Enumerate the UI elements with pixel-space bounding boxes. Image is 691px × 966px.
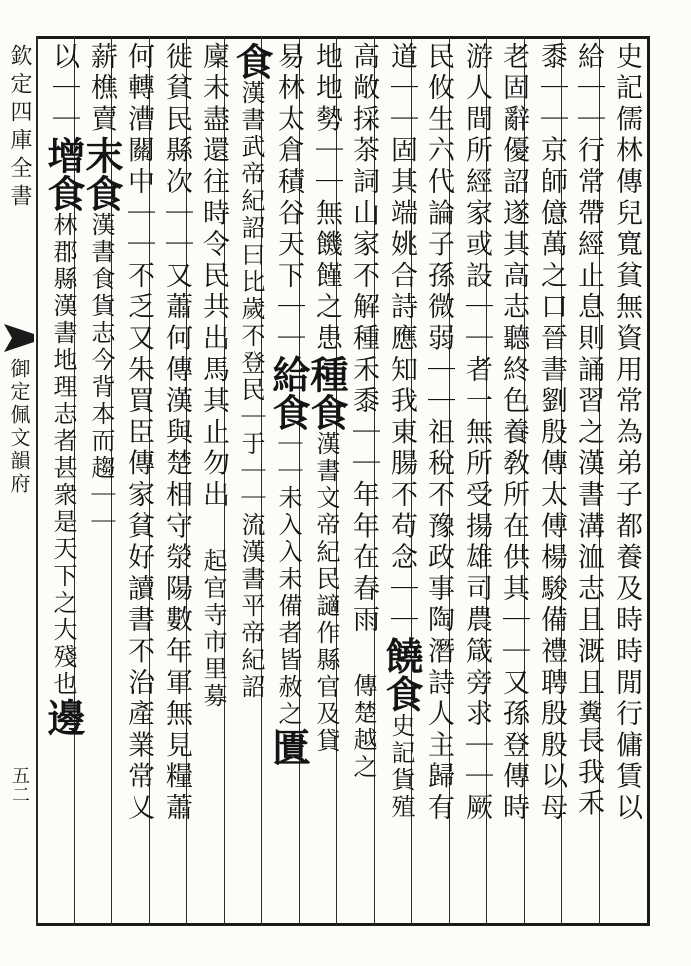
column-text: ｜｜未入入未備者皆赦之 (274, 431, 302, 728)
text-column (79, 42, 124, 922)
text-column (420, 42, 456, 922)
column-text: 匱 (266, 728, 311, 766)
column-text: 游人間所經家或設｜｜者一無所受揚雄司農箴旁求｜｜厥 (461, 42, 492, 825)
column-text: ｜｜行常帶經止息則誦習之 (573, 73, 604, 449)
column-text: 老固辭優詔遂其高志聽終色養敎所在供其｜｜又孫登傳時 (498, 42, 529, 825)
column-text: 漢書武帝紀詔曰比歲不登民｜于｜｜流 (237, 80, 265, 539)
column-text: 民攸生六代論子孫微弱｜｜祖稅不豫政事陶潛詩人主歸有 (423, 42, 454, 825)
text-column (379, 42, 424, 922)
column-text: 漢書溝洫志且溉且 (573, 448, 604, 700)
text-column (458, 42, 494, 922)
column-text: 黍｜｜京師億萬之口晉書劉殷傳太傅楊駿備禮聘殷殷以母 (536, 42, 567, 825)
text-column (304, 42, 349, 922)
column-text: 史記貨殖 (387, 712, 415, 821)
volume-title: 御定佩文韻府 (7, 358, 31, 496)
column-text: 漢書食貨志今背本而趨｜｜ (87, 211, 115, 536)
column-text: 給 (573, 42, 604, 74)
text-column (570, 42, 606, 922)
text-column (495, 42, 531, 922)
text-column (608, 42, 644, 922)
headword: 食 (229, 42, 274, 80)
column-text: 糞 (574, 699, 602, 727)
text-column (533, 42, 569, 922)
column-text: 林郡縣 (49, 211, 77, 293)
column-text: 長我禾 (573, 726, 604, 821)
column-text: 起官寺市里募 (199, 547, 227, 710)
text-column (345, 42, 381, 922)
column-text: 史記儒林傳兒寬貧無資用常為弟子都養及時時閒行傭賃以 (611, 42, 642, 825)
column-text: 漢書平帝紀詔 (237, 539, 265, 701)
headword: 末食 (79, 135, 124, 212)
column-text: 漢書文帝紀民讁作縣官及貸 (312, 431, 340, 755)
column-text: 地地勢｜｜無饑饉之患 (311, 42, 342, 355)
column-text: 邊 (41, 697, 86, 736)
column-text: 者甚衆是天下之大殘也 (49, 427, 77, 698)
column-text: 易林太倉積谷天下｜｜ (273, 42, 304, 355)
column-text: 傳楚越之 (349, 672, 377, 781)
headword: 給食 (266, 355, 311, 431)
book-title: 欽定四庫全書 (7, 44, 32, 212)
text-column (120, 42, 156, 922)
page-number: 五二 (9, 766, 30, 804)
text-column (229, 42, 274, 922)
page-gutter (0, 36, 36, 926)
text-column (195, 42, 231, 922)
text-column (158, 42, 194, 922)
column-text: 薪樵賣 (86, 42, 117, 136)
column-text: 道｜｜固其端姚合詩應知我東腸不苟念｜｜ (386, 42, 417, 637)
column-rule (36, 36, 38, 926)
text-column (266, 42, 311, 922)
fishtail-mark-icon (4, 324, 34, 352)
column-text: 高敞採茶詞山家不解種禾黍｜｜年年在春雨 (348, 42, 379, 637)
column-text: 徙貧民縣次｜｜又蕭何傳漢與楚相守滎陽數年軍無見糧蕭 (161, 42, 192, 825)
column-text: 何轉漕關中｜｜不乏又朱買臣傳家貧好讀書不治產業常乂 (123, 42, 154, 825)
column-text: 以｜｜ (48, 42, 79, 136)
headword: 增食 (41, 135, 86, 212)
headword: 饒食 (379, 636, 424, 713)
text-column (41, 42, 86, 922)
headword: 種食 (304, 355, 349, 431)
column-text: 廩未盡還往時令民共出馬其止勿出 (198, 42, 229, 512)
column-text: 漢書地理志 (49, 292, 77, 428)
